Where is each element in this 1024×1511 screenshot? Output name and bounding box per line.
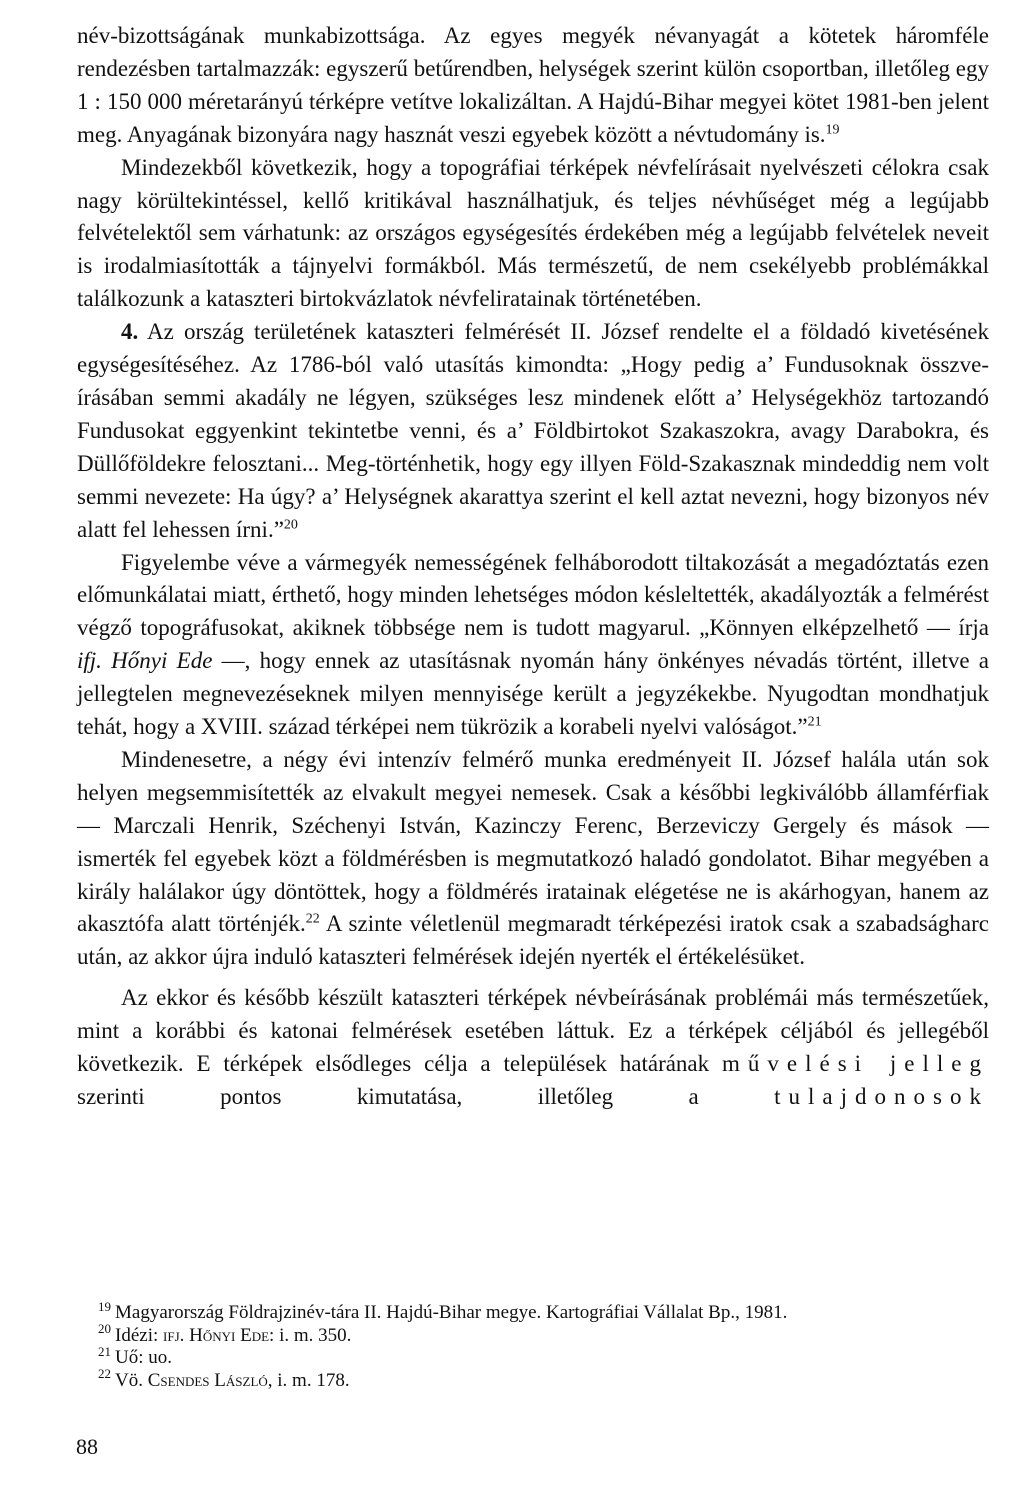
footnote-22: 22 Vö. Csendes László, i. m. 178. bbox=[98, 1366, 350, 1391]
page-body bbox=[77, 20, 989, 1114]
paragraph-4-text-b: —, hogy ennek az utasításnak nyomán hány önkényes névadás történt, illetve a jellegtelen megnevezéseknek milyen mennyisége került a jegyzékekbe. Nyugodtan mondhatjuk tehát, hogy a XVIII. század térképei nem tükrözik a korabeli nyelvi valóságot.” bbox=[77, 648, 989, 740]
footnote-author: ifj. Hőnyi Ede bbox=[163, 1324, 270, 1346]
footnote-text: Uő: uo. bbox=[115, 1347, 172, 1368]
paragraph-3 bbox=[77, 316, 989, 546]
paragraph-3-text: Az ország területének kataszteri felmérését II. József rendelte el a földadó kivetésének egységesítéséhez. Az 1786-ból való utasítás kimondta: „Hogy pedig a’ Fundusoknak összve-írásában semmi akadály ne légyen, szükséges lesz mindenek előtt a’ Helységekhöz tartozandó Fundusokat eggyenkint tekintetbe venni, és a’ Földbirtokot Szakaszokra, avagy Darabokra, és Düllőföldekre felosztani... Meg-történhetik, hogy egy illyen Föld-Szakasznak mindeddig nem volt semmi nevezete: Ha úgy? a’ Helységnek akarattya szerint el kell aztat nevezni, hogy bizonyos név alatt fel lehessen írni.” bbox=[77, 319, 989, 542]
footnote-ref-19[interactable]: 19 bbox=[825, 122, 840, 138]
footnote-text: , i. m. 178. bbox=[267, 1369, 350, 1391]
footnote-19: 19 Magyarország Földrajzinév-tára II. Hajdú-Bihar megye. Kartográfiai Vállalat Bp., 1981. bbox=[98, 1298, 788, 1323]
spaced-emphasis-1: művelési jelleg bbox=[722, 1051, 989, 1077]
paragraph-5-text-2: A szinte véletlenül megmaradt térképezési iratok csak a szabadságharc után, az akkor újra induló kataszteri felmérések idején nyerték el értékelésüket. bbox=[77, 911, 989, 970]
footnote-text: Vö. bbox=[115, 1369, 148, 1391]
footnote-ref-22[interactable]: 22 bbox=[305, 911, 320, 927]
paragraph-1 bbox=[77, 20, 989, 152]
paragraph-6-text: Az ekkor és később készült kataszteri térképek névbeírásának problémái más természetűek, mint a korábbi és katonai felmérések esetében láttuk. Ez a térképek céljából és jellegéből következik. E térképek elsődleges célja a települések határának bbox=[77, 985, 989, 1077]
footnote-ref-21[interactable]: 21 bbox=[807, 714, 822, 730]
footnote-author: Csendes László bbox=[147, 1369, 268, 1391]
footnote-20: 20 Idézi: ifj. Hőnyi Ede: i. m. 350. bbox=[98, 1321, 352, 1346]
paragraph-4-text-a: Figyelembe véve a vármegyék nemességének felháborodott tiltakozását a megadóztatás ezen előmunkálatai miatt, érthető, hogy minden lehetséges módon késleltették, akadályozták a felmérést végző topográfusokat, akiknek többsége nem is tudott magyarul. „Könnyen elképzelhető — írja bbox=[77, 549, 989, 641]
paragraph-2 bbox=[77, 152, 989, 317]
footnotes bbox=[77, 1298, 989, 1392]
spaced-emphasis-2: tulajdonosok bbox=[774, 1084, 989, 1109]
paragraph-2-text: Mindezekből következik, hogy a topográfiai térképek névfelírásait nyelvészeti célokra csak nagy körültekintéssel, kellő kritikával használhatjuk, és teljes névhűséget még a legújabb felvételektől sem várhatunk: az országos egységesítés érdekében még a legújabb felvételek neveit is irodalmiasították a tájnyelvi formákból. Más természetű, de nem csekélyebb problémákkal találkozunk a kataszteri birtokvázlatok névfeliratainak történetében. bbox=[77, 154, 989, 312]
paragraph-5-text: Mindenesetre, a négy évi intenzív felmérő munka eredményeit II. József halála után sok helyen megsemmisítették az elvakult megyei nemesek. Csak a későbbi legkiválóbb államférfiak — Marczali Henrik, Széchenyi István, Kazinczy Ferenc, Berzeviczy Gergely és mások — ismerték fel egyebek közt a földmérésben is megmutatkozó haladó gondolatot. Bihar megyében a király halálakor úgy döntöttek, hogy a földmérés iratainak elégetése ne is akárhogyan, hanem az akasztófa alatt történjék. bbox=[77, 746, 989, 937]
section-number: 4. bbox=[121, 319, 139, 345]
paragraph-4 bbox=[77, 547, 989, 744]
footnote-text: Magyarország Földrajzinév-tára II. Hajdú-Bihar megye. Kartográfiai Vállalat Bp., 1981. bbox=[115, 1302, 788, 1323]
footnote-text: Idézi: bbox=[115, 1324, 164, 1346]
footnote-ref-20[interactable]: 20 bbox=[283, 516, 298, 532]
quoted-author: ifj. Hőnyi Ede bbox=[77, 648, 213, 674]
footnote-text: : i. m. 350. bbox=[269, 1324, 352, 1346]
paragraph-1-text: név-bizottságának munkabizottsága. Az egyes megyék névanyagát a kötetek háromféle rendezésben tartalmazzák: egyszerű betűrendben, helységek szerint külön csoportban, illetőleg egy 1 : 150 000 méretarányú térképre vetítve lokalizáltan. A Hajdú-Bihar megyei kötet 1981-ben jelent meg. Anyagának bizonyára nagy hasznát veszi egyebek között a névtudomány is. bbox=[77, 23, 989, 147]
footnote-21: 21 Uő: uo. bbox=[98, 1343, 172, 1368]
paragraph-6 bbox=[77, 982, 989, 1114]
paragraph-6-mid: szerinti pontos kimutatása, illetőleg a bbox=[77, 1084, 775, 1109]
paragraph-5 bbox=[77, 744, 989, 974]
page-number: 88 bbox=[76, 1434, 98, 1459]
